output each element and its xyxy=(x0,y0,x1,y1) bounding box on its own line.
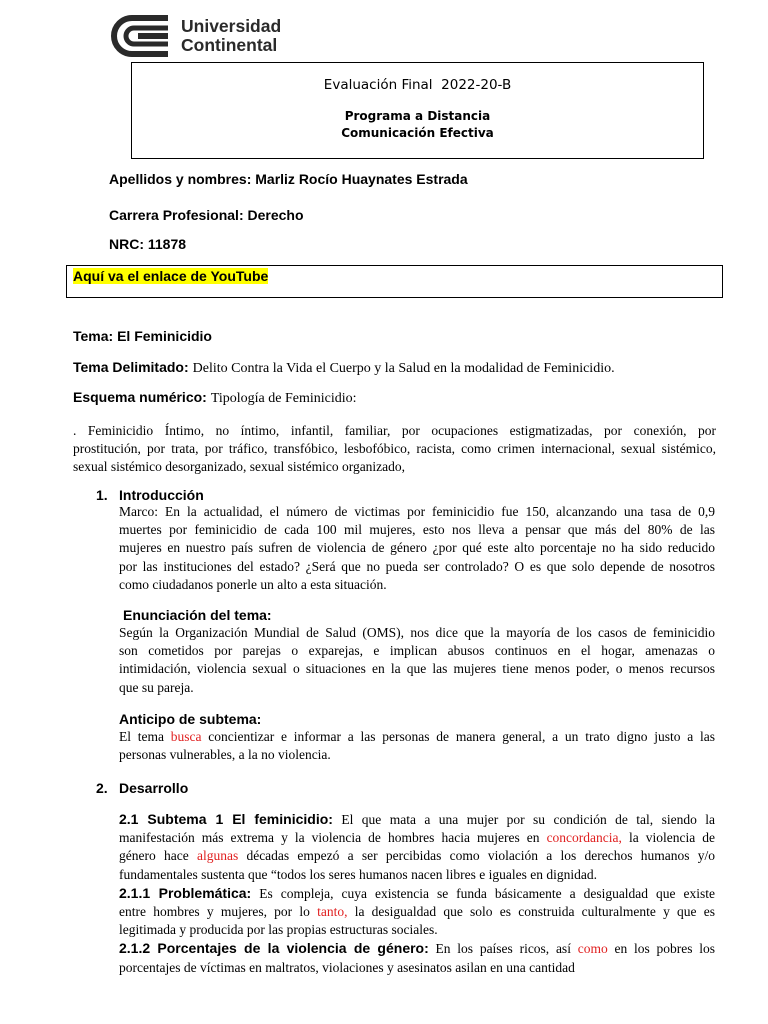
section1-number: 1. xyxy=(96,487,108,503)
enunciacion-title: Enunciación del tema: xyxy=(123,607,272,623)
esquema-line: sexual sistémico desorganizado, sexual sistémico organizado, xyxy=(73,459,406,475)
esquema-text: Tipología de Feminicidio: xyxy=(210,391,357,406)
youtube-link-box xyxy=(66,265,723,298)
tema: Tema: El Feminicidio xyxy=(73,328,212,344)
nrc: NRC: 11878 xyxy=(109,236,187,252)
section1-marco: Marco: En la actualidad, el número de victimas por feminicidio fue 150, alcanzando una tasa de 0,9 muertes por feminicidio de cada 100 mil mujeres, esto nos lleva a pensar que más del 80% de las mujeres en nuestro país sufren de violencia de género ¿por qué este alto porcentaje no ha sido reducido por las instituciones del estado? ¿Será que no pueda ser controlado? O es que solo depende de nosotros como ciudadanos ponerle un alto a esta situación. xyxy=(119,504,715,592)
enunciacion-text: Según la Organización Mundial de Salud (OMS), nos dice que la mayoría de los casos de feminicidio son cometidos por parejas o exparejas, e implican abusos continuos en el hogar, amenazas o intimidación, violencia sexual o situaciones en la que las mujeres tiene menos poder, o menos recursos que su pareja. xyxy=(119,625,715,695)
student-names: Apellidos y nombres: Marliz Rocío Huaynates Estrada xyxy=(109,171,468,187)
section2-number: 2. xyxy=(96,780,108,796)
tema-delimitado-label: Tema Delimitado: xyxy=(73,359,189,375)
anticipo-title: Anticipo de subtema: xyxy=(119,711,262,727)
esquema-label: Esquema numérico: xyxy=(73,389,207,405)
tema-delimitado-text: Delito Contra la Vida el Cuerpo y la Salud en la modalidad de Feminicidio. xyxy=(192,361,615,376)
title-box xyxy=(131,62,704,159)
esquema-line: . Feminicidio Íntimo, no íntimo, infantil, familiar, por ocupaciones estigmatizadas, por conexión, por xyxy=(73,423,716,438)
university-logo xyxy=(108,14,282,58)
esquema xyxy=(73,389,357,407)
esquema-line: prostitución, por trata, por tráfico, transfóbico, lesbofóbico, racista, como crimen internacional, sexual sistémico, xyxy=(73,441,716,457)
anticipo-text: El tema busca concientizar e informar a las personas de manera general, a un trato digno justo a las personas vulnerables, a la no violencia. xyxy=(119,729,716,763)
subtema1: 2.1 Subtema 1 El feminicidio: El que mata a una mujer por su condición de tal, siendo la manifestación más extrema y la violencia de hombres hacia mujeres en concordancia, la violencia de género hace algunas décadas empezó a ser percibidas como violación a los derechos humanos y/o fundamentales sustenta que “todos los seres humanos nacen libres e iguales en dignidad. 2.1.1 Problemática: Es compleja, cuya existencia se funda básicamente a desigualdad que existe entre hombres y mujeres, por lo tanto, la desigualdad que solo es construida culturalmente y que es legitimada y producida por las propias estructuras sociales. 2.1.2 Porcentajes de la violencia de género: En los países ricos, así como en los pobres los porcentajes de víctimas en maltratos, violaciones y asesinatos asilan en una cantidad xyxy=(119,811,716,975)
esquema-list xyxy=(73,422,716,477)
evaluation-title: Evaluación Final 2022-20-B xyxy=(323,77,512,93)
logo-text-line1: Universidad xyxy=(181,16,282,36)
logo-text-line2: Continental xyxy=(181,35,278,55)
youtube-placeholder: Aquí va el enlace de YouTube xyxy=(73,268,269,284)
career: Carrera Profesional: Derecho xyxy=(109,207,304,223)
program-name: Programa a Distancia xyxy=(344,109,491,123)
section1-title: Introducción xyxy=(119,487,204,503)
logo-mark-icon xyxy=(108,14,172,58)
tema-delimitado xyxy=(73,359,615,377)
course-name: Comunicación Efectiva xyxy=(341,126,494,140)
section2-title: Desarrollo xyxy=(119,780,189,796)
